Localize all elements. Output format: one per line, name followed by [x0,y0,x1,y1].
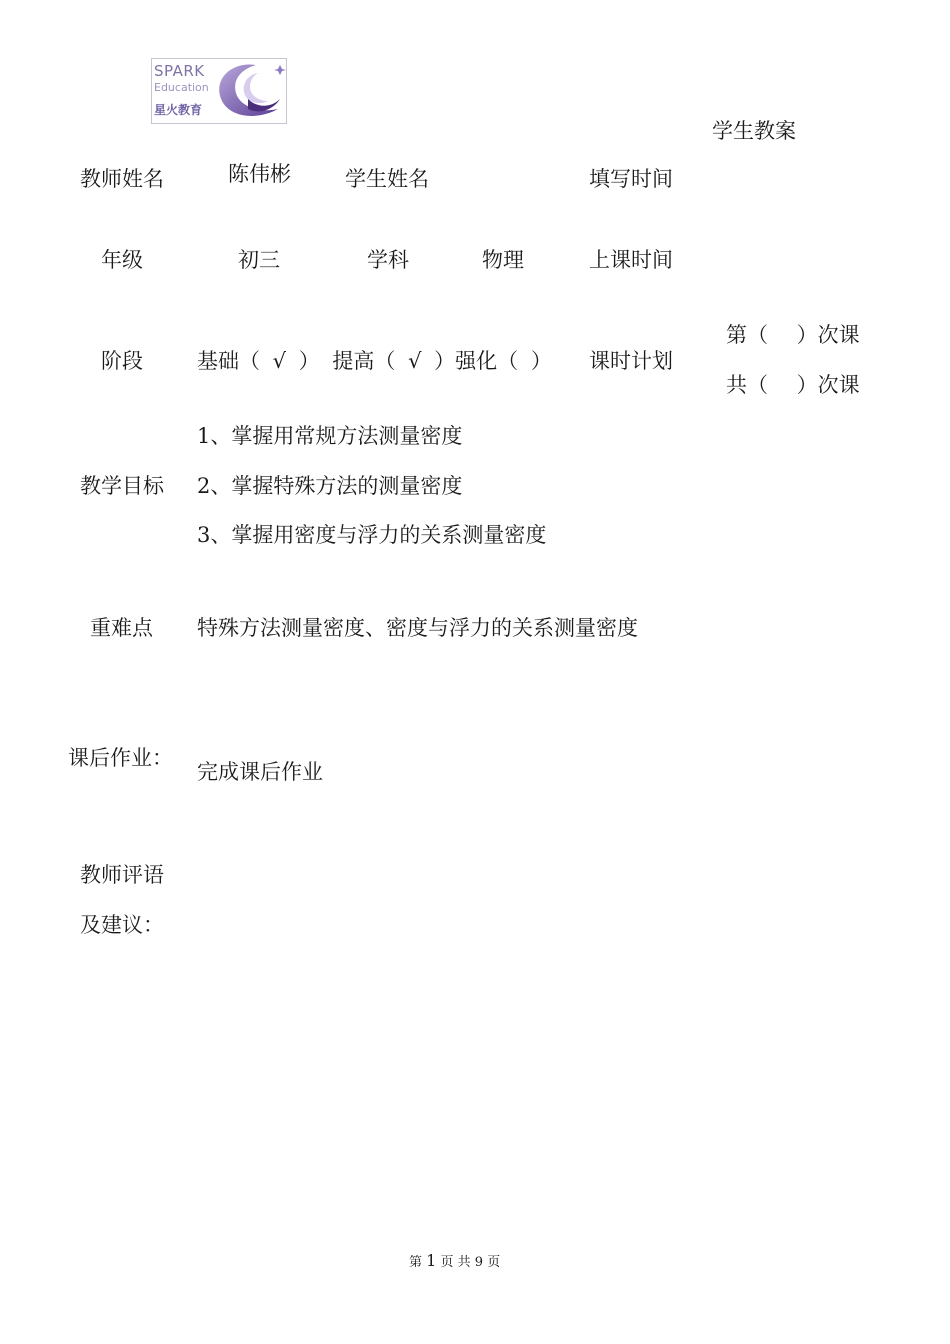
teacher-name-label: 教师姓名 [80,167,164,191]
objective-item: 3、掌握用密度与浮力的关系测量密度 [197,523,547,547]
teacher-name-value: 陈伟彬 [228,162,291,186]
class-time-label: 上课时间 [589,248,673,272]
page-footer [409,1252,500,1272]
fill-time-label: 填写时间 [589,167,673,191]
homework-value: 完成课后作业 [197,760,323,784]
footer-prefix: 第 [409,1255,423,1270]
grade-label: 年级 [101,248,143,272]
grade-value: 初三 [238,248,280,272]
student-name-label: 学生姓名 [345,167,429,191]
objective-item: 1、掌握用常规方法测量密度 [197,424,463,448]
footer-suffix: 页 [487,1255,501,1270]
subject-value: 物理 [482,248,524,272]
stage-options: 基础（ √ ） 提高（ √ ）强化（ ） [197,349,552,373]
subject-label: 学科 [367,248,409,272]
teacher-comments-label-line2: 及建议： [80,913,164,937]
logo-brand-subtitle: Education [154,81,209,94]
teacher-comments-label: 教师评语 [80,863,164,887]
current-page-number: 1 [426,1251,437,1270]
lesson-nth: 第（ ）次课 [726,323,860,347]
stage-label: 阶段 [101,349,143,373]
spark-education-logo [151,58,287,124]
total-page-number: 9 [474,1255,484,1270]
objective-item: 2、掌握特殊方法的测量密度 [197,474,463,498]
logo-brand-english: SPARK [154,62,205,80]
footer-middle: 页 共 [440,1255,471,1270]
lesson-total: 共（ ）次课 [726,373,860,397]
objectives-label: 教学目标 [80,474,164,498]
logo-brand-chinese: 星火教育 [154,103,203,117]
key-points-label: 重难点 [90,616,153,640]
homework-label: 课后作业： [68,746,173,770]
lesson-plan-label: 课时计划 [589,349,673,373]
key-points-value: 特殊方法测量密度、密度与浮力的关系测量密度 [197,616,638,640]
document-title: 学生教案 [712,119,796,143]
